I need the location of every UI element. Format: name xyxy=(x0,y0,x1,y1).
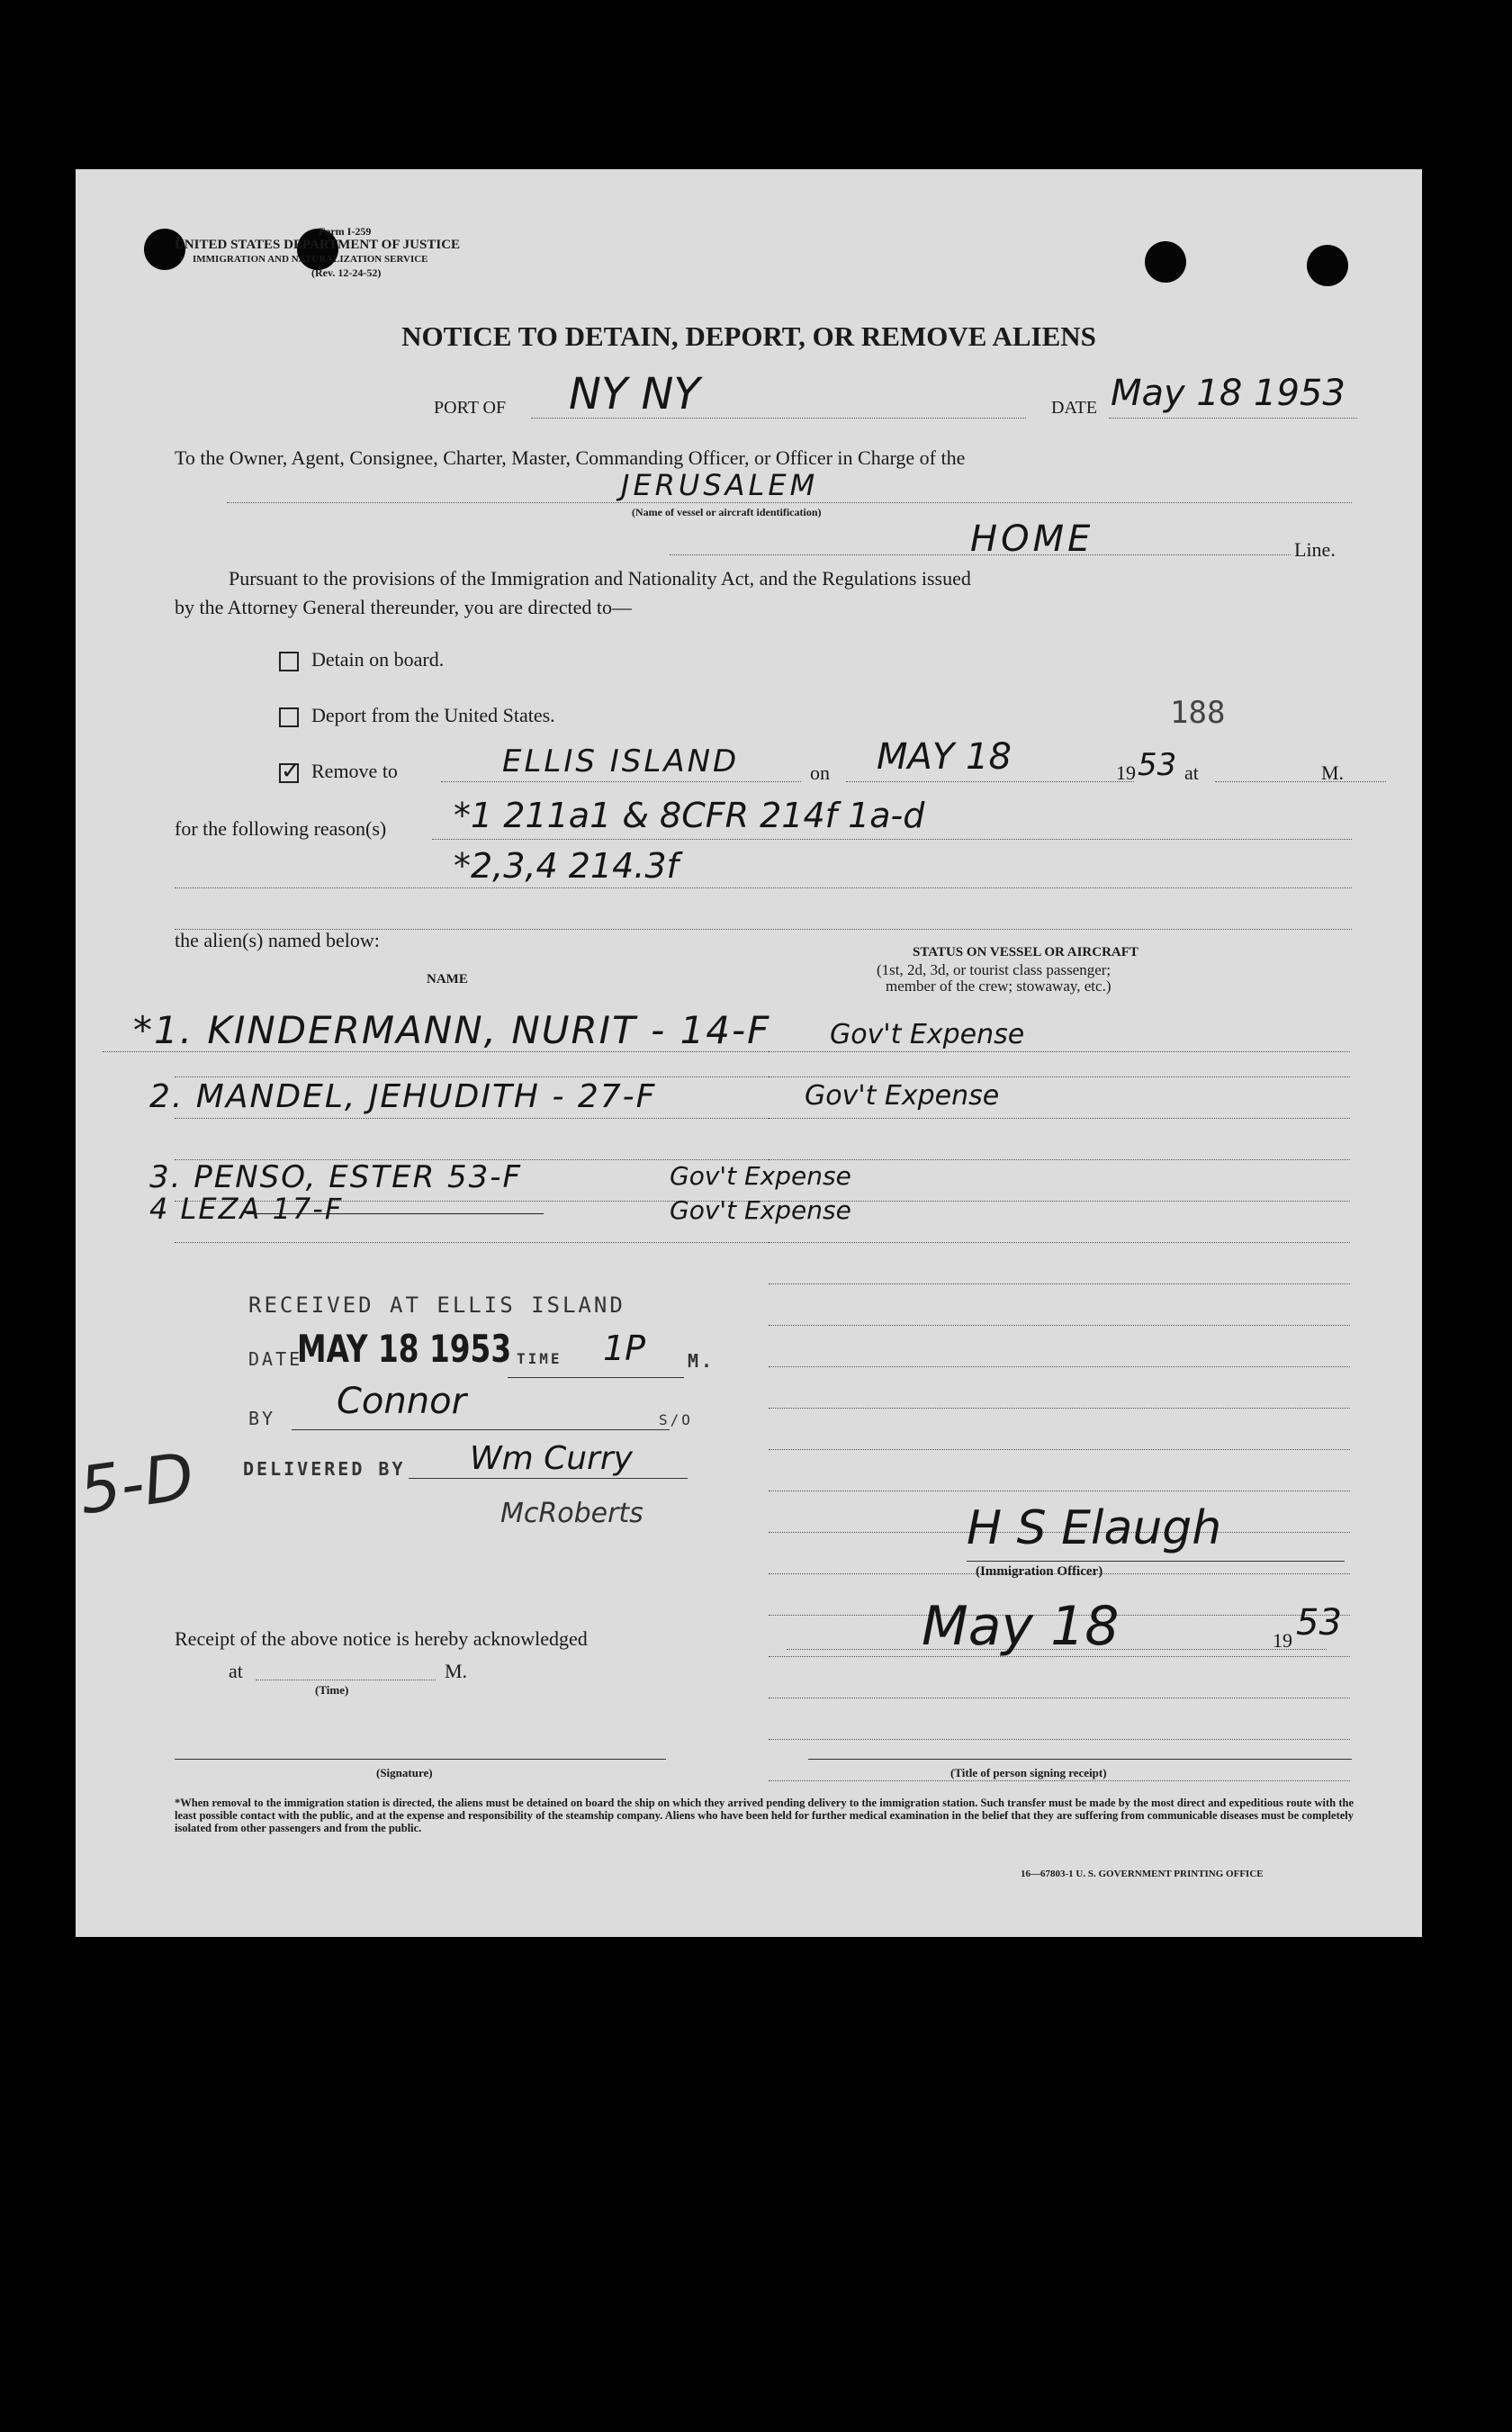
reasons-label: for the following reason(s) xyxy=(175,817,387,840)
printer-note: 16—67803-1 U. S. GOVERNMENT PRINTING OFFICE xyxy=(1021,1869,1264,1879)
option-detain[interactable] xyxy=(279,648,444,671)
received-m-label: M. xyxy=(688,1350,716,1372)
alien-status-1: Gov't Expense xyxy=(830,1019,1025,1050)
detain-checkbox[interactable] xyxy=(279,652,299,671)
receipt-year: 53 xyxy=(1296,1602,1342,1644)
status-header-line2: member of the crew; stowaway, etc.) xyxy=(886,977,1112,995)
date-value: May 18 1953 xyxy=(1111,373,1346,414)
alien-entry-3: 3. PENSO, ESTER 53-F xyxy=(149,1159,523,1195)
revision: (Rev. 12-24-52) xyxy=(311,266,382,279)
status-header-line1: (1st, 2d, 3d, or tourist class passenger; xyxy=(877,961,1112,978)
punch-hole-right-1 xyxy=(1145,241,1186,283)
alien-status-3: Gov't Expense xyxy=(670,1161,851,1191)
vessel-caption: (Name of vessel or aircraft identification) xyxy=(632,506,822,518)
option-deport[interactable] xyxy=(279,704,555,727)
department: UNITED STATES DEPARTMENT OF JUSTICE xyxy=(175,238,461,252)
receipt-year-prefix: 19 xyxy=(1273,1629,1292,1652)
receipt-time-caption: (Time) xyxy=(315,1683,349,1697)
option-remove[interactable] xyxy=(279,760,398,783)
form-number: Form I-259 xyxy=(319,225,372,238)
receipt-date: May 18 xyxy=(922,1595,1120,1658)
alien-entry-4: 4 LEZA 17-F xyxy=(149,1192,344,1226)
footnote: *When removal to the immigration station is directed, the aliens must be detained on board the ship on which they arrived pending delivery to the immigration station. Such transfer must be made by the most direct and expeditious route with the least possible contact with the public, and at the expense and responsibility of the steamship company. Aliens who have been held for further medical examination in the belief that they are suffering from communicable diseases must be completely isolated from other passengers and from the public. xyxy=(175,1797,1354,1834)
received-so: S/O xyxy=(659,1411,693,1428)
remove-m-label: M. xyxy=(1321,761,1345,784)
vessel-name: JERUSALEM xyxy=(621,468,819,502)
date-label: DATE xyxy=(1051,398,1098,418)
receipt-m-label: M. xyxy=(445,1660,468,1682)
alien-entry-1: *1. KINDERMANN, NURIT - 14-F xyxy=(133,1008,771,1052)
remove-date: MAY 18 xyxy=(877,736,1012,778)
reasons-line-1: *1 211a1 & 8CFR 214f 1a-d xyxy=(454,796,925,835)
officer-caption: (Immigration Officer) xyxy=(976,1564,1103,1579)
pursuant-text-2: by the Attorney General thereunder, you are directed to— xyxy=(175,596,632,618)
received-stamp-title: RECEIVED AT ELLIS ISLAND xyxy=(248,1293,626,1318)
deport-checkbox[interactable] xyxy=(279,707,299,727)
receipt-at-label: at xyxy=(229,1660,243,1682)
line-label: Line. xyxy=(1294,538,1336,561)
received-time-label: TIME xyxy=(517,1350,562,1367)
addressee-text: To the Owner, Agent, Consignee, Charter, Master, Commanding Officer, or Officer in Charge of the xyxy=(175,446,966,469)
name-header: NAME xyxy=(427,972,468,986)
pursuant-text-1: Pursuant to the provisions of the Immigration and Nationality Act, and the Regulations issued xyxy=(229,567,971,590)
port-value: NY NY xyxy=(569,369,700,419)
status-header-title: STATUS ON VESSEL OR AIRCRAFT xyxy=(913,945,1138,959)
title-caption: (Title of person signing receipt) xyxy=(950,1766,1107,1779)
received-time: 1P xyxy=(603,1329,646,1368)
delivered-label: DELIVERED BY xyxy=(243,1458,406,1480)
number-188: 188 xyxy=(1170,695,1226,731)
remove-at-label: at xyxy=(1184,761,1199,784)
deport-label: Deport from the United States. xyxy=(311,704,555,726)
officer-signature: H S Elaugh xyxy=(967,1501,1222,1555)
detain-label: Detain on board. xyxy=(311,648,445,671)
alien-status-4: Gov't Expense xyxy=(670,1195,851,1225)
service: IMMIGRATION AND NATURALIZATION SERVICE xyxy=(193,254,428,265)
aliens-label: the alien(s) named below: xyxy=(175,929,380,951)
signature-caption: (Signature) xyxy=(376,1766,433,1779)
received-date: MAY 18 1953 xyxy=(297,1327,512,1371)
receipt-text: Receipt of the above notice is hereby acknowledged xyxy=(175,1627,588,1650)
port-label: PORT OF xyxy=(434,398,507,418)
received-by-signature: Connor xyxy=(337,1381,467,1422)
mcroberts-signature: McRoberts xyxy=(500,1498,644,1529)
remove-checkbox[interactable] xyxy=(279,763,299,783)
remove-on-label: on xyxy=(810,761,830,784)
form-page xyxy=(76,169,1422,1937)
received-date-label: DATE xyxy=(248,1348,303,1370)
remove-year: 53 xyxy=(1138,747,1177,783)
punch-hole-right-2 xyxy=(1307,245,1348,286)
alien-status-2: Gov't Expense xyxy=(805,1080,1000,1112)
remove-place: ELLIS ISLAND xyxy=(502,743,740,779)
margin-note: 5-D xyxy=(74,1437,199,1529)
form-title: NOTICE TO DETAIN, DEPORT, OR REMOVE ALIENS xyxy=(401,320,1096,352)
remove-year-prefix: 19 xyxy=(1116,761,1136,784)
reasons-line-2: *2,3,4 214.3f xyxy=(454,846,679,886)
delivered-signature: Wm Curry xyxy=(470,1440,633,1477)
received-by-label: BY xyxy=(248,1408,276,1429)
line-value: HOME xyxy=(970,518,1094,560)
alien-entry-2: 2. MANDEL, JEHUDITH - 27-F xyxy=(149,1078,657,1115)
remove-label: Remove to xyxy=(311,760,398,782)
